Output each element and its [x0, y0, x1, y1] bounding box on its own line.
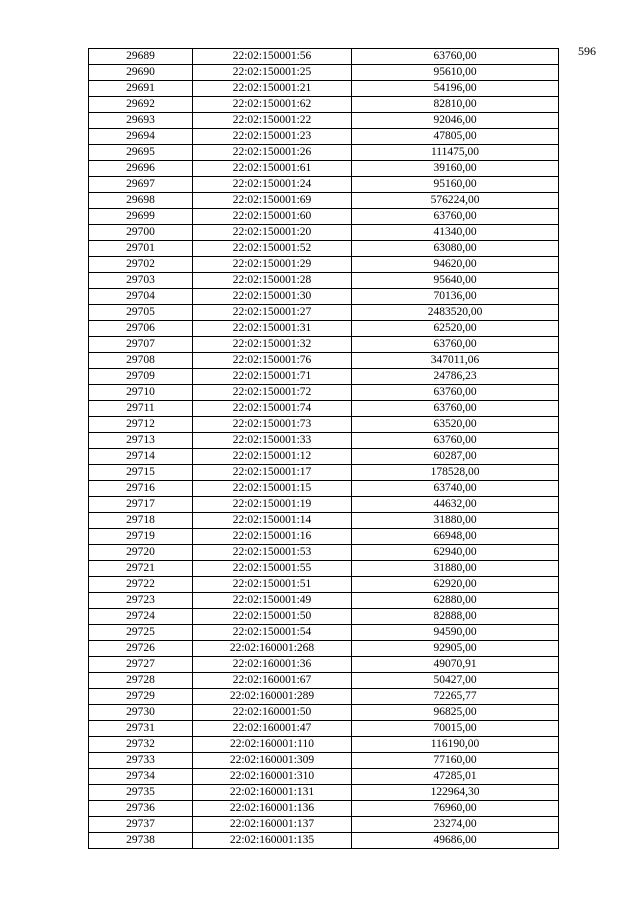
cadastral-number-cell: 22:02:160001:50 [193, 705, 352, 721]
cadastral-number-cell: 22:02:160001:47 [193, 721, 352, 737]
value-cell: 47285,01 [352, 769, 559, 785]
value-cell: 63760,00 [352, 401, 559, 417]
cadastral-number-cell: 22:02:160001:310 [193, 769, 352, 785]
row-number-cell: 29703 [89, 273, 193, 289]
table-row [89, 593, 559, 609]
value-cell: 63740,00 [352, 481, 559, 497]
table-row [89, 193, 559, 209]
cadastral-number-cell: 22:02:150001:50 [193, 609, 352, 625]
table-row [89, 401, 559, 417]
cadastral-number-cell: 22:02:150001:54 [193, 625, 352, 641]
cadastral-number-cell: 22:02:150001:60 [193, 209, 352, 225]
table-row [89, 577, 559, 593]
value-cell: 41340,00 [352, 225, 559, 241]
row-number-cell: 29699 [89, 209, 193, 225]
table-body [89, 49, 559, 849]
row-number-cell: 29727 [89, 657, 193, 673]
cadastral-number-cell: 22:02:160001:289 [193, 689, 352, 705]
value-cell: 94590,00 [352, 625, 559, 641]
value-cell: 60287,00 [352, 449, 559, 465]
row-number-cell: 29691 [89, 81, 193, 97]
table-row [89, 817, 559, 833]
row-number-cell: 29692 [89, 97, 193, 113]
row-number-cell: 29693 [89, 113, 193, 129]
value-cell: 178528,00 [352, 465, 559, 481]
cadastral-number-cell: 22:02:150001:21 [193, 81, 352, 97]
value-cell: 39160,00 [352, 161, 559, 177]
table-row [89, 545, 559, 561]
row-number-cell: 29733 [89, 753, 193, 769]
row-number-cell: 29697 [89, 177, 193, 193]
cadastral-number-cell: 22:02:160001:131 [193, 785, 352, 801]
cadastral-number-cell: 22:02:150001:28 [193, 273, 352, 289]
row-number-cell: 29704 [89, 289, 193, 305]
cadastral-number-cell: 22:02:150001:74 [193, 401, 352, 417]
row-number-cell: 29728 [89, 673, 193, 689]
row-number-cell: 29705 [89, 305, 193, 321]
cadastral-number-cell: 22:02:150001:25 [193, 65, 352, 81]
row-number-cell: 29696 [89, 161, 193, 177]
row-number-cell: 29713 [89, 433, 193, 449]
row-number-cell: 29690 [89, 65, 193, 81]
table-row [89, 449, 559, 465]
row-number-cell: 29726 [89, 641, 193, 657]
cadastral-number-cell: 22:02:150001:73 [193, 417, 352, 433]
value-cell: 63080,00 [352, 241, 559, 257]
table-row [89, 353, 559, 369]
value-cell: 62940,00 [352, 545, 559, 561]
table-row [89, 257, 559, 273]
cadastral-number-cell: 22:02:150001:20 [193, 225, 352, 241]
cadastral-number-cell: 22:02:150001:26 [193, 145, 352, 161]
cadastral-number-cell: 22:02:160001:110 [193, 737, 352, 753]
cadastral-number-cell: 22:02:150001:51 [193, 577, 352, 593]
row-number-cell: 29725 [89, 625, 193, 641]
table-row [89, 801, 559, 817]
table-row [89, 513, 559, 529]
cadastral-value-table [88, 48, 559, 849]
cadastral-number-cell: 22:02:150001:62 [193, 97, 352, 113]
table-row [89, 417, 559, 433]
row-number-cell: 29709 [89, 369, 193, 385]
cadastral-number-cell: 22:02:150001:23 [193, 129, 352, 145]
table-row [89, 753, 559, 769]
value-cell: 63760,00 [352, 337, 559, 353]
cadastral-number-cell: 22:02:150001:53 [193, 545, 352, 561]
table-row [89, 161, 559, 177]
table-row [89, 177, 559, 193]
row-number-cell: 29702 [89, 257, 193, 273]
row-number-cell: 29698 [89, 193, 193, 209]
value-cell: 94620,00 [352, 257, 559, 273]
table-row [89, 561, 559, 577]
row-number-cell: 29731 [89, 721, 193, 737]
table-row [89, 241, 559, 257]
row-number-cell: 29732 [89, 737, 193, 753]
cadastral-number-cell: 22:02:150001:16 [193, 529, 352, 545]
value-cell: 47805,00 [352, 129, 559, 145]
row-number-cell: 29715 [89, 465, 193, 481]
cadastral-number-cell: 22:02:150001:52 [193, 241, 352, 257]
row-number-cell: 29717 [89, 497, 193, 513]
value-cell: 23274,00 [352, 817, 559, 833]
cadastral-number-cell: 22:02:160001:268 [193, 641, 352, 657]
value-cell: 92046,00 [352, 113, 559, 129]
table-row [89, 609, 559, 625]
row-number-cell: 29724 [89, 609, 193, 625]
row-number-cell: 29720 [89, 545, 193, 561]
row-number-cell: 29722 [89, 577, 193, 593]
row-number-cell: 29707 [89, 337, 193, 353]
table-row [89, 369, 559, 385]
table-row [89, 529, 559, 545]
value-cell: 62920,00 [352, 577, 559, 593]
cadastral-number-cell: 22:02:150001:15 [193, 481, 352, 497]
value-cell: 95610,00 [352, 65, 559, 81]
row-number-cell: 29723 [89, 593, 193, 609]
cadastral-number-cell: 22:02:150001:24 [193, 177, 352, 193]
value-cell: 49686,00 [352, 833, 559, 849]
cadastral-number-cell: 22:02:150001:55 [193, 561, 352, 577]
value-cell: 122964,30 [352, 785, 559, 801]
value-cell: 63760,00 [352, 433, 559, 449]
row-number-cell: 29738 [89, 833, 193, 849]
value-cell: 82888,00 [352, 609, 559, 625]
row-number-cell: 29711 [89, 401, 193, 417]
value-cell: 76960,00 [352, 801, 559, 817]
row-number-cell: 29694 [89, 129, 193, 145]
table-row [89, 641, 559, 657]
value-cell: 31880,00 [352, 513, 559, 529]
value-cell: 77160,00 [352, 753, 559, 769]
table-row [89, 337, 559, 353]
table-row [89, 769, 559, 785]
cadastral-number-cell: 22:02:160001:136 [193, 801, 352, 817]
value-cell: 62880,00 [352, 593, 559, 609]
cadastral-number-cell: 22:02:150001:27 [193, 305, 352, 321]
table-row [89, 129, 559, 145]
cadastral-number-cell: 22:02:150001:22 [193, 113, 352, 129]
table-row [89, 689, 559, 705]
value-cell: 63760,00 [352, 209, 559, 225]
row-number-cell: 29714 [89, 449, 193, 465]
value-cell: 116190,00 [352, 737, 559, 753]
table-row [89, 673, 559, 689]
table-row [89, 145, 559, 161]
value-cell: 2483520,00 [352, 305, 559, 321]
cadastral-number-cell: 22:02:150001:71 [193, 369, 352, 385]
row-number-cell: 29706 [89, 321, 193, 337]
value-cell: 347011,06 [352, 353, 559, 369]
value-cell: 49070,91 [352, 657, 559, 673]
cadastral-number-cell: 22:02:150001:76 [193, 353, 352, 369]
value-cell: 50427,00 [352, 673, 559, 689]
table-row [89, 321, 559, 337]
value-cell: 96825,00 [352, 705, 559, 721]
cadastral-number-cell: 22:02:160001:135 [193, 833, 352, 849]
row-number-cell: 29737 [89, 817, 193, 833]
value-cell: 95160,00 [352, 177, 559, 193]
cadastral-number-cell: 22:02:150001:56 [193, 49, 352, 65]
table-row [89, 97, 559, 113]
cadastral-number-cell: 22:02:150001:17 [193, 465, 352, 481]
value-cell: 66948,00 [352, 529, 559, 545]
table-row [89, 385, 559, 401]
cadastral-number-cell: 22:02:150001:19 [193, 497, 352, 513]
row-number-cell: 29730 [89, 705, 193, 721]
table-row [89, 273, 559, 289]
cadastral-number-cell: 22:02:150001:69 [193, 193, 352, 209]
cadastral-number-cell: 22:02:150001:61 [193, 161, 352, 177]
table-row [89, 481, 559, 497]
value-cell: 63760,00 [352, 385, 559, 401]
table-row [89, 225, 559, 241]
cadastral-number-cell: 22:02:150001:30 [193, 289, 352, 305]
row-number-cell: 29708 [89, 353, 193, 369]
row-number-cell: 29712 [89, 417, 193, 433]
table-row [89, 785, 559, 801]
cadastral-number-cell: 22:02:160001:36 [193, 657, 352, 673]
cadastral-number-cell: 22:02:160001:309 [193, 753, 352, 769]
table-row [89, 657, 559, 673]
cadastral-number-cell: 22:02:150001:31 [193, 321, 352, 337]
value-cell: 111475,00 [352, 145, 559, 161]
table-row [89, 625, 559, 641]
table-row [89, 465, 559, 481]
table-row [89, 49, 559, 65]
cadastral-number-cell: 22:02:160001:137 [193, 817, 352, 833]
table-row [89, 833, 559, 849]
value-cell: 576224,00 [352, 193, 559, 209]
cadastral-number-cell: 22:02:150001:49 [193, 593, 352, 609]
value-cell: 70136,00 [352, 289, 559, 305]
row-number-cell: 29689 [89, 49, 193, 65]
table-row [89, 497, 559, 513]
row-number-cell: 29700 [89, 225, 193, 241]
row-number-cell: 29718 [89, 513, 193, 529]
value-cell: 72265,77 [352, 689, 559, 705]
row-number-cell: 29735 [89, 785, 193, 801]
table-row [89, 305, 559, 321]
table-row [89, 721, 559, 737]
cadastral-number-cell: 22:02:150001:32 [193, 337, 352, 353]
table-row [89, 209, 559, 225]
table-row [89, 433, 559, 449]
cadastral-number-cell: 22:02:150001:14 [193, 513, 352, 529]
value-cell: 92905,00 [352, 641, 559, 657]
value-cell: 24786,23 [352, 369, 559, 385]
value-cell: 82810,00 [352, 97, 559, 113]
row-number-cell: 29719 [89, 529, 193, 545]
table-row [89, 65, 559, 81]
cadastral-number-cell: 22:02:150001:33 [193, 433, 352, 449]
row-number-cell: 29716 [89, 481, 193, 497]
cadastral-number-cell: 22:02:150001:29 [193, 257, 352, 273]
value-cell: 62520,00 [352, 321, 559, 337]
page-number: 596 [578, 44, 596, 58]
row-number-cell: 29736 [89, 801, 193, 817]
row-number-cell: 29710 [89, 385, 193, 401]
cadastral-number-cell: 22:02:150001:12 [193, 449, 352, 465]
table-row [89, 289, 559, 305]
table-row [89, 737, 559, 753]
row-number-cell: 29734 [89, 769, 193, 785]
value-cell: 70015,00 [352, 721, 559, 737]
value-cell: 31880,00 [352, 561, 559, 577]
cadastral-number-cell: 22:02:150001:72 [193, 385, 352, 401]
row-number-cell: 29721 [89, 561, 193, 577]
cadastral-number-cell: 22:02:160001:67 [193, 673, 352, 689]
value-cell: 54196,00 [352, 81, 559, 97]
row-number-cell: 29729 [89, 689, 193, 705]
value-cell: 63760,00 [352, 49, 559, 65]
table-row [89, 113, 559, 129]
row-number-cell: 29701 [89, 241, 193, 257]
table-row [89, 81, 559, 97]
value-cell: 44632,00 [352, 497, 559, 513]
table-row [89, 705, 559, 721]
value-cell: 63520,00 [352, 417, 559, 433]
value-cell: 95640,00 [352, 273, 559, 289]
row-number-cell: 29695 [89, 145, 193, 161]
